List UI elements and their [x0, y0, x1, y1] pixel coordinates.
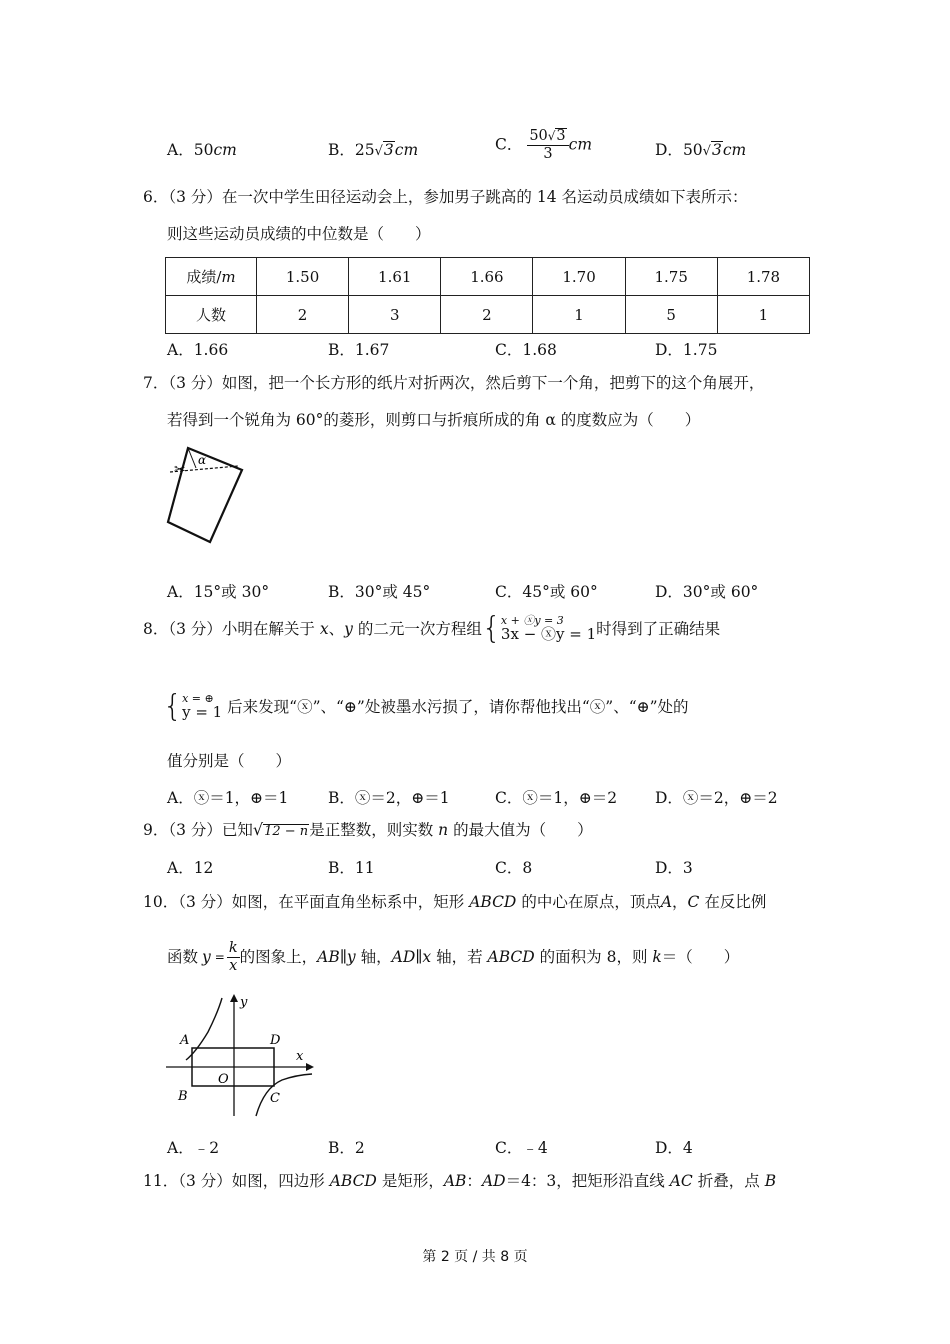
q8-line3: 值分别是（ ） [167, 752, 292, 770]
table-cell: 1.50 [257, 258, 349, 296]
q8-line2: { x = ⊕ y = 1 后来发现“ⓧ”、“⊕”处被墨水污损了，请你帮他找出“ⓧ”、“⊕”处的 [163, 689, 689, 724]
q11-line1: 11．（3 分）如图，四边形 ABCD 是矩形，AB：AD＝4：3，把矩形沿直线 AC 折叠，点 B [143, 1172, 777, 1190]
q6-score-table [165, 257, 810, 334]
label-b: B [178, 1089, 188, 1104]
y-axis-arrow-icon [230, 994, 238, 1002]
q8-line1: 8．（3 分）小明在解关于 x 、 y 的二元一次方程组 { x + ⓧy = 3 3x − ⓧy = 1 时得到了正确结果 [143, 611, 721, 646]
label-a: A [180, 1033, 190, 1048]
q6-line1: 6．（3 分）在一次中学生田径运动会上，参加男子跳高的 14 名运动员成绩如下表所示： [143, 188, 748, 206]
table-cell: 1.78 [717, 258, 809, 296]
x-axis-arrow-icon [306, 1063, 314, 1071]
q8-option-c: C．ⓧ＝1，⊕＝2 [495, 789, 618, 807]
q7-option-d: D．30°或 60° [655, 583, 759, 601]
q10-option-c: C．﹣4 [495, 1139, 548, 1157]
q6-option-b: B．1.67 [328, 341, 390, 359]
q9-option-d: D．3 [655, 859, 693, 877]
q6-option-a: A．1.66 [167, 341, 229, 359]
q7-line2: 若得到一个锐角为 60°的菱形，则剪口与折痕所成的角 α 的度数应为（ ） [167, 411, 701, 429]
table-cell: 1.70 [533, 258, 625, 296]
table-cell: 5 [625, 296, 717, 334]
q10-line2: 函数 y = $\frac{k}{x}$ 的图象上， AB∥y 轴， AD∥x 轴，若 ABCD 的面积为 8，则 k ＝（ ） [167, 940, 740, 974]
q7-folded-paper-figure [160, 440, 255, 550]
q8-equation-system: { x + ⓧy = 3 3x − ⓧy = 1 [481, 611, 597, 646]
table-cell: 1.75 [625, 258, 717, 296]
table-cell: 3 [349, 296, 441, 334]
label-y: y [240, 995, 248, 1010]
table-cell: 1.61 [349, 258, 441, 296]
table-cell: 1 [717, 296, 809, 334]
q9-option-a: A．12 [167, 859, 214, 877]
q7-option-c: C．45°或 60° [495, 583, 598, 601]
q7-line1: 7．（3 分）如图，把一个长方形的纸片对折两次，然后剪下一个角，把剪下的这个角展开， [143, 374, 765, 392]
q7-option-a: A．15°或 30° [167, 583, 270, 601]
q10-k-over-x: $\frac{k}{x}$ [228, 940, 238, 974]
q8-option-b: B．ⓧ＝2，⊕＝1 [328, 789, 450, 807]
q8-solution-system: { x = ⊕ y = 1 [163, 689, 223, 724]
table-cell: 人数 [166, 296, 257, 334]
q8-option-a: A．ⓧ＝1，⊕＝1 [167, 789, 289, 807]
alpha-label: α [198, 453, 207, 467]
label-x: x [296, 1049, 304, 1064]
q6-option-c: C．1.68 [495, 341, 557, 359]
hyperbola-branch-lower [256, 1074, 312, 1116]
q5-option-c: C． $\frac{50√3}{3}$ cm [495, 128, 593, 162]
q6-line2: 则这些运动员成绩的中位数是（ ） [167, 225, 431, 243]
q9-option-b: B．11 [328, 859, 375, 877]
table-row [166, 258, 810, 296]
q10-option-b: B．2 [328, 1139, 365, 1157]
label-c: C [270, 1091, 280, 1106]
table-cell: 2 [257, 296, 349, 334]
table-cell: 2 [441, 296, 533, 334]
q6-option-d: D．1.75 [655, 341, 718, 359]
q10-coordinate-figure [160, 992, 320, 1120]
page-footer: 第 2 页 / 共 8 页 [422, 1249, 528, 1265]
q5-option-b: B．25√3cm [328, 141, 419, 159]
q10-line1: 10．（3 分）如图，在平面直角坐标系中，矩形 ABCD 的中心在原点，顶点A，C 在反比例 [143, 893, 767, 911]
label-o: O [218, 1072, 229, 1087]
table-cell: 成绩/m [166, 258, 257, 296]
q7-option-b: B．30°或 45° [328, 583, 431, 601]
q5-option-a: A．50cm [167, 141, 237, 159]
q5-c-fraction: $\frac{50√3}{3}$ [527, 128, 568, 163]
q8-option-d: D．ⓧ＝2，⊕＝2 [655, 789, 778, 807]
q5-option-d: D．50√3cm [655, 141, 747, 159]
table-cell: 1 [533, 296, 625, 334]
scissors-icon: ✂ [174, 462, 186, 478]
q10-option-d: D．4 [655, 1139, 693, 1157]
label-d: D [270, 1033, 281, 1048]
table-row [166, 296, 810, 334]
q9-line: 9．（3 分）已知√12 − n是正整数，则实数 n 的最大值为（ ） [143, 820, 593, 839]
table-cell: 1.66 [441, 258, 533, 296]
q9-option-c: C．8 [495, 859, 533, 877]
q10-option-a: A．﹣2 [167, 1139, 220, 1157]
